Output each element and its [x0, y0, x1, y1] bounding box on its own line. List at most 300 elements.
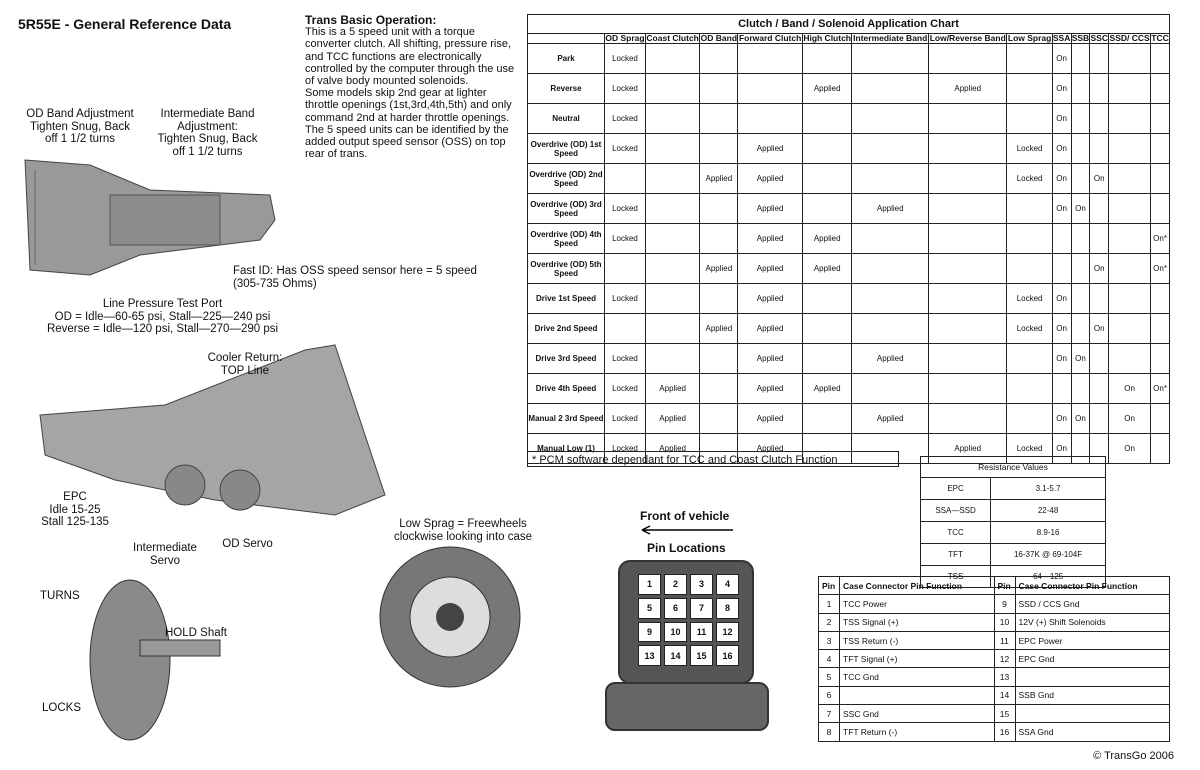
pin-cell: 16	[994, 723, 1015, 741]
chart-header-cell: OD Band	[700, 33, 738, 43]
connector-base	[605, 682, 769, 731]
resistance-cell: 22-48	[991, 500, 1106, 522]
chart-cell	[802, 44, 852, 74]
chart-cell: On*	[1151, 254, 1170, 284]
chart-cell	[1071, 374, 1090, 404]
chart-cell: Applied	[929, 434, 1007, 464]
chart-cell	[929, 134, 1007, 164]
pin-cell: TSS Signal (+)	[840, 613, 995, 631]
pin-grid-cell: 9	[638, 622, 661, 643]
pin-locations-label: Pin Locations	[647, 541, 726, 555]
chart-cell: Locked	[605, 104, 646, 134]
chart-cell: On	[1071, 344, 1090, 374]
chart-cell	[929, 104, 1007, 134]
chart-cell	[1090, 284, 1109, 314]
pin-cell: 3	[819, 631, 840, 649]
chart-cell	[802, 344, 852, 374]
pin-cell: TCC Power	[840, 595, 995, 613]
pin-grid-cell: 8	[716, 598, 739, 619]
resistance-cell: SSA—SSD	[921, 500, 991, 522]
operation-p2: Some models skip 2nd gear at lighter throttle openings (1st,3rd,4th,5th) and only command 2nd at harder throttle openings.	[305, 87, 512, 124]
chart-cell	[700, 374, 738, 404]
chart-cell	[929, 194, 1007, 224]
pin-cell: 2	[819, 613, 840, 631]
chart-mode-cell: Drive 4th Speed	[528, 374, 605, 404]
chart-cell	[1090, 44, 1109, 74]
pin-cell: 1	[819, 595, 840, 613]
chart-cell: Applied	[852, 194, 929, 224]
resistance-cell: 3.1-5.7	[991, 478, 1106, 500]
chart-header-cell: Intermediate Band	[853, 33, 928, 43]
pin-row	[819, 705, 1170, 723]
chart-cell	[802, 134, 852, 164]
chart-cell	[605, 314, 646, 344]
chart-cell	[929, 344, 1007, 374]
case-image	[370, 545, 530, 690]
chart-cell: Locked	[605, 404, 646, 434]
chart-cell	[700, 104, 738, 134]
chart-cell	[1090, 404, 1109, 434]
chart-cell: Applied	[700, 254, 738, 284]
pin-grid-cell: 15	[690, 645, 713, 666]
chart-cell	[645, 344, 699, 374]
chart-row	[528, 104, 1170, 134]
chart-cell	[700, 194, 738, 224]
chart-cell: On	[1109, 434, 1151, 464]
pin-grid-cell: 7	[690, 598, 713, 619]
pin-cell: 12	[994, 650, 1015, 668]
chart-header-cell: SSD/ CCS	[1109, 33, 1150, 43]
pin-grid-cell: 16	[716, 645, 739, 666]
chart-cell	[852, 284, 929, 314]
chart-cell	[645, 134, 699, 164]
pin-cell: EPC Power	[1015, 631, 1170, 649]
chart-cell	[1090, 134, 1109, 164]
chart-cell: On	[1052, 434, 1071, 464]
chart-cell: On	[1109, 374, 1151, 404]
chart-cell: On	[1071, 404, 1090, 434]
pin-cell: 10	[994, 613, 1015, 631]
chart-header-cell: SSB	[1071, 33, 1090, 43]
chart-cell: Locked	[605, 74, 646, 104]
chart-cell	[852, 44, 929, 74]
resistance-cell: TSS	[921, 566, 991, 588]
chart-mode-cell: Park	[528, 44, 605, 74]
chart-cell	[1071, 44, 1090, 74]
chart-cell	[645, 314, 699, 344]
chart-mode-cell: Overdrive (OD) 5th Speed	[528, 254, 605, 284]
chart-cell: Locked	[605, 284, 646, 314]
chart-cell	[1151, 284, 1170, 314]
chart-mode-cell: Manual Low (1)	[528, 434, 605, 464]
chart-cell: Locked	[605, 134, 646, 164]
chart-cell: On	[1052, 284, 1071, 314]
chart-cell: Locked	[605, 44, 646, 74]
pin-header-cell: Case Connector Pin Function	[840, 577, 995, 595]
chart-row	[528, 224, 1170, 254]
pin-cell: SSC Gnd	[840, 705, 995, 723]
chart-cell: Locked	[1007, 134, 1052, 164]
chart-caption: Clutch / Band / Solenoid Application Chart	[528, 15, 1170, 34]
chart-cell: Applied	[738, 164, 803, 194]
chart-cell: On	[1052, 134, 1071, 164]
pin-cell: 13	[994, 668, 1015, 686]
pin-grid-cell: 5	[638, 598, 661, 619]
cooler-label: Cooler Return: TOP Line	[207, 352, 283, 377]
pin-function-table	[818, 576, 1170, 742]
chart-cell: Applied	[738, 404, 803, 434]
chart-cell	[1090, 104, 1109, 134]
chart-header-cell: Low Sprag	[1007, 33, 1052, 43]
pin-cell: EPC Gnd	[1015, 650, 1170, 668]
chart-cell	[1071, 74, 1090, 104]
chart-cell	[1090, 194, 1109, 224]
chart-cell: On	[1052, 314, 1071, 344]
chart-cell: Applied	[738, 434, 803, 464]
pin-header-cell: Case Connector Pin Function	[1015, 577, 1170, 595]
pin-cell: 7	[819, 705, 840, 723]
chart-cell: Locked	[605, 344, 646, 374]
chart-cell: Applied	[738, 344, 803, 374]
pin-row	[819, 595, 1170, 613]
chart-cell	[802, 164, 852, 194]
pin-grid-cell: 2	[664, 574, 687, 595]
chart-cell	[1090, 374, 1109, 404]
chart-cell	[1151, 104, 1170, 134]
pin-cell: 9	[994, 595, 1015, 613]
chart-cell	[1151, 404, 1170, 434]
chart-cell	[1151, 194, 1170, 224]
int-band-label: Intermediate Band Adjustment: Tighten Snug, Back off 1 1/2 turns	[157, 108, 258, 158]
pin-grid-cell: 13	[638, 645, 661, 666]
chart-cell: On	[1109, 404, 1151, 434]
chart-cell	[929, 374, 1007, 404]
pin-grid-cell: 10	[664, 622, 687, 643]
pin-cell: 15	[994, 705, 1015, 723]
pin-row	[819, 723, 1170, 741]
pin-cell: 12V (+) Shift Solenoids	[1015, 613, 1170, 631]
chart-cell	[929, 314, 1007, 344]
pin-connector	[618, 560, 754, 684]
chart-cell: Applied	[738, 374, 803, 404]
chart-cell	[1007, 374, 1052, 404]
chart-cell	[1109, 134, 1151, 164]
chart-cell: On	[1052, 194, 1071, 224]
chart-cell	[852, 254, 929, 284]
pin-cell: SSD / CCS Gnd	[1015, 595, 1170, 613]
chart-cell: Locked	[1007, 164, 1052, 194]
chart-cell: Locked	[605, 224, 646, 254]
chart-cell	[1109, 314, 1151, 344]
chart-header-cell: Coast Clutch	[646, 33, 699, 43]
pin-row	[819, 613, 1170, 631]
chart-cell	[605, 164, 646, 194]
pin-cell: 11	[994, 631, 1015, 649]
chart-header-cell: Forward Clutch	[738, 33, 802, 43]
chart-mode-cell: Drive 1st Speed	[528, 284, 605, 314]
chart-cell	[1090, 344, 1109, 374]
chart-cell: Applied	[645, 374, 699, 404]
chart-cell: Applied	[802, 374, 852, 404]
chart-cell	[1007, 104, 1052, 134]
chart-mode-cell: Manual 2 3rd Speed	[528, 404, 605, 434]
chart-cell	[1151, 314, 1170, 344]
chart-mode-cell: Drive 2nd Speed	[528, 314, 605, 344]
chart-cell: Applied	[852, 344, 929, 374]
epc-label: EPC Idle 15-25 Stall 125-135	[41, 491, 109, 528]
chart-row	[528, 134, 1170, 164]
chart-cell	[1071, 224, 1090, 254]
chart-cell: Applied	[738, 194, 803, 224]
chart-cell	[929, 404, 1007, 434]
chart-cell	[1109, 284, 1151, 314]
pin-cell: 8	[819, 723, 840, 741]
chart-cell: On	[1090, 314, 1109, 344]
chart-cell	[929, 254, 1007, 284]
chart-cell	[1071, 104, 1090, 134]
pin-cell: TFT Return (-)	[840, 723, 995, 741]
pin-header-row	[819, 577, 1170, 595]
resistance-cell: TCC	[921, 522, 991, 544]
chart-mode-cell: Overdrive (OD) 4th Speed	[528, 224, 605, 254]
chart-cell	[1071, 314, 1090, 344]
pin-cell: 5	[819, 668, 840, 686]
chart-cell	[1071, 254, 1090, 284]
chart-row	[528, 164, 1170, 194]
chart-header-cell: SSA	[1052, 33, 1071, 43]
chart-cell: On	[1052, 344, 1071, 374]
chart-cell: Locked	[605, 374, 646, 404]
chart-cell	[852, 104, 929, 134]
chart-header-cell: High Clutch	[803, 33, 852, 43]
sprag-image	[80, 575, 230, 745]
pin-row	[819, 686, 1170, 704]
pin-cell: SSB Gnd	[1015, 686, 1170, 704]
chart-cell	[1109, 104, 1151, 134]
chart-mode-cell: Drive 3rd Speed	[528, 344, 605, 374]
chart-row	[528, 374, 1170, 404]
resistance-table	[920, 456, 1106, 588]
chart-cell	[929, 164, 1007, 194]
chart-cell	[802, 284, 852, 314]
pin-grid-cell: 3	[690, 574, 713, 595]
chart-cell	[645, 104, 699, 134]
chart-cell	[802, 104, 852, 134]
chart-cell	[1052, 224, 1071, 254]
chart-cell	[1007, 404, 1052, 434]
locks-label: LOCKS	[42, 702, 81, 714]
pin-cell: SSA Gnd	[1015, 723, 1170, 741]
chart-cell	[645, 224, 699, 254]
chart-cell	[645, 44, 699, 74]
resistance-cell: TFT	[921, 544, 991, 566]
chart-cell	[1090, 224, 1109, 254]
operation-p3: The 5 speed units can be identified by the added output speed sensor (OSS) on top rear of trans.	[305, 123, 509, 161]
chart-row	[528, 254, 1170, 284]
chart-cell	[802, 194, 852, 224]
chart-cell	[738, 44, 803, 74]
chart-header-cell: SSC	[1090, 33, 1108, 43]
pin-cell	[840, 686, 995, 704]
chart-cell: Locked	[1007, 284, 1052, 314]
chart-cell: On	[1052, 44, 1071, 74]
chart-cell	[645, 74, 699, 104]
turns-label: TURNS	[40, 590, 80, 602]
pin-grid	[638, 574, 738, 666]
chart-cell	[1071, 164, 1090, 194]
chart-cell: On	[1052, 74, 1071, 104]
resistance-cell: EPC	[921, 478, 991, 500]
pin-cell: TCC Gnd	[840, 668, 995, 686]
chart-corner	[528, 34, 605, 44]
chart-cell	[929, 284, 1007, 314]
application-chart	[527, 14, 1170, 464]
operation-heading: Trans Basic Operation:	[305, 13, 437, 27]
chart-cell: Applied	[802, 74, 852, 104]
chart-row	[528, 74, 1170, 104]
chart-row	[528, 404, 1170, 434]
chart-cell	[929, 44, 1007, 74]
int-servo-label: Intermediate Servo	[133, 542, 197, 567]
chart-cell	[1151, 74, 1170, 104]
chart-cell	[738, 74, 803, 104]
chart-mode-cell: Overdrive (OD) 3rd Speed	[528, 194, 605, 224]
pin-row	[819, 650, 1170, 668]
chart-header-cell: TCC	[1151, 33, 1169, 43]
resistance-cell: 8.9-16	[991, 522, 1106, 544]
chart-cell	[1007, 74, 1052, 104]
chart-cell: Applied	[929, 74, 1007, 104]
pin-cell: 6	[819, 686, 840, 704]
chart-note: * PCM software dependant for TCC and Coast Clutch Function	[527, 451, 899, 467]
chart-cell	[802, 314, 852, 344]
chart-mode-cell: Neutral	[528, 104, 605, 134]
chart-cell	[1151, 344, 1170, 374]
low-sprag-label: Low Sprag = Freewheels clockwise looking into case	[393, 518, 533, 543]
chart-cell	[852, 224, 929, 254]
chart-cell	[645, 164, 699, 194]
chart-cell: Applied	[738, 134, 803, 164]
chart-row	[528, 194, 1170, 224]
line-pressure-label: Line Pressure Test Port OD = Idle—60-65 psi, Stall—225—240 psi Reverse = Idle—120 psi, Stall—270—290 psi	[46, 298, 279, 335]
pin-grid-cell: 11	[690, 622, 713, 643]
chart-cell	[700, 344, 738, 374]
chart-cell: Applied	[852, 404, 929, 434]
chart-cell: Applied	[700, 314, 738, 344]
chart-mode-cell: Overdrive (OD) 2nd Speed	[528, 164, 605, 194]
chart-cell	[1007, 44, 1052, 74]
chart-cell	[1151, 134, 1170, 164]
chart-mode-cell: Overdrive (OD) 1st Speed	[528, 134, 605, 164]
pin-grid-cell: 6	[664, 598, 687, 619]
chart-cell	[1007, 344, 1052, 374]
pin-header-cell: Pin	[819, 577, 840, 595]
chart-cell	[738, 104, 803, 134]
chart-cell: Applied	[645, 404, 699, 434]
chart-cell	[1109, 344, 1151, 374]
pin-cell: 4	[819, 650, 840, 668]
chart-mode-cell: Reverse	[528, 74, 605, 104]
chart-cell: Applied	[700, 164, 738, 194]
pin-grid-cell: 12	[716, 622, 739, 643]
chart-cell	[1109, 74, 1151, 104]
chart-cell	[645, 284, 699, 314]
chart-cell: Locked	[605, 434, 646, 464]
chart-cell	[852, 164, 929, 194]
resistance-row	[921, 522, 1106, 544]
chart-cell	[852, 314, 929, 344]
od-servo-label: OD Servo	[222, 538, 273, 550]
chart-cell	[1109, 224, 1151, 254]
chart-cell: Applied	[738, 224, 803, 254]
chart-cell: On	[1052, 164, 1071, 194]
chart-cell: On	[1052, 404, 1071, 434]
pin-cell	[1015, 668, 1170, 686]
chart-cell: Applied	[802, 224, 852, 254]
chart-cell	[852, 374, 929, 404]
pin-cell: TSS Return (-)	[840, 631, 995, 649]
chart-cell: Applied	[738, 284, 803, 314]
left-arrow-icon	[640, 525, 735, 535]
chart-cell	[700, 404, 738, 434]
chart-cell: Applied	[738, 314, 803, 344]
page-title: 5R55E - General Reference Data	[18, 16, 232, 32]
chart-cell	[802, 404, 852, 434]
pin-cell: TFT Signal (+)	[840, 650, 995, 668]
chart-cell	[1071, 134, 1090, 164]
chart-row	[528, 344, 1170, 374]
front-label: Front of vehicle	[640, 509, 730, 523]
chart-cell: On*	[1151, 374, 1170, 404]
chart-cell	[1052, 374, 1071, 404]
pin-cell	[1015, 705, 1170, 723]
chart-cell	[1151, 164, 1170, 194]
chart-cell	[1071, 284, 1090, 314]
chart-cell: On	[1090, 254, 1109, 284]
operation-text	[305, 14, 520, 160]
operation-p1: This is a 5 speed unit with a torque converter clutch. All shifting, pressure rise, and TCC functions are electronically controlled by the computer through the use of valve body mounted solenoids.	[305, 26, 515, 88]
pin-row	[819, 631, 1170, 649]
resistance-row	[921, 544, 1106, 566]
chart-header-cell: Low/Reverse Band	[929, 33, 1006, 43]
chart-cell	[645, 254, 699, 284]
chart-cell	[700, 74, 738, 104]
chart-header-row	[528, 34, 1170, 44]
pin-grid-cell: 1	[638, 574, 661, 595]
resistance-row	[921, 478, 1106, 500]
chart-cell	[852, 74, 929, 104]
chart-cell: Applied	[802, 254, 852, 284]
chart-cell	[700, 44, 738, 74]
chart-cell	[700, 224, 738, 254]
chart-cell	[1052, 254, 1071, 284]
chart-cell	[1109, 44, 1151, 74]
chart-header-cell: OD Sprag	[605, 33, 645, 43]
resistance-cell: 16-37K @ 69-104F	[991, 544, 1106, 566]
chart-cell: Locked	[1007, 434, 1052, 464]
copyright: © TransGo 2006	[1093, 750, 1174, 762]
chart-cell: On*	[1151, 224, 1170, 254]
chart-cell	[1151, 44, 1170, 74]
chart-cell: Applied	[738, 254, 803, 284]
chart-row	[528, 44, 1170, 74]
fast-id-label: Fast ID: Has OSS speed sensor here = 5 speed (305-735 Ohms)	[233, 265, 477, 290]
chart-cell: Applied	[645, 434, 699, 464]
pin-grid-cell: 4	[716, 574, 739, 595]
chart-cell: Locked	[605, 194, 646, 224]
chart-cell: On	[1052, 104, 1071, 134]
chart-cell	[1109, 254, 1151, 284]
